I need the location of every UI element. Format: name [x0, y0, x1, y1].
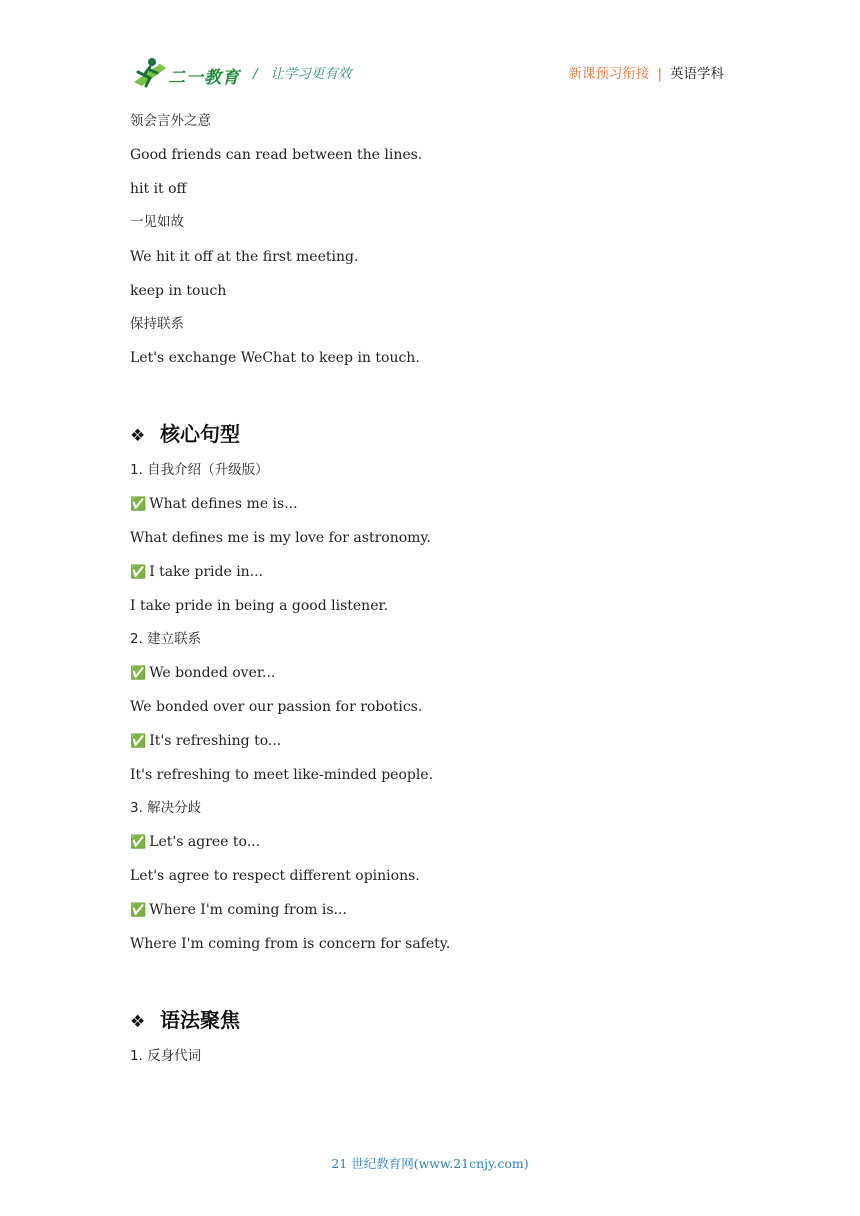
text-line: We hit it off at the first meeting.: [130, 249, 359, 265]
logo-text: 二一教育: [168, 68, 240, 88]
subheading: 1. 自我介绍（升级版）: [130, 462, 269, 478]
diamond-bullet-icon: ❖: [130, 1012, 146, 1032]
section-title: 核心句型: [160, 422, 240, 446]
header-separator: |: [657, 66, 662, 82]
subheading: 1. 反身代词: [130, 1048, 202, 1064]
section-heading-grammar: [130, 1004, 240, 1033]
page-footer: 21 世纪教育网(www.21cnjy.com): [331, 1156, 529, 1171]
header-right: [568, 62, 724, 82]
example-line: Let's agree to respect different opinions.: [130, 868, 420, 884]
text-line: 保持联系: [130, 316, 184, 332]
example-line: What defines me is my love for astronomy.: [130, 530, 431, 546]
pattern-line: ✅ What defines me is...: [130, 496, 298, 512]
check-icon: ✅: [130, 666, 147, 681]
pattern-line: ✅ It's refreshing to...: [130, 733, 282, 749]
pattern-line: ✅ Let's agree to...: [130, 834, 261, 850]
check-icon: ✅: [130, 734, 147, 749]
text-line: hit it off: [130, 181, 187, 197]
example-line: We bonded over our passion for robotics.: [130, 699, 423, 715]
slogan: [253, 62, 351, 82]
check-icon: ✅: [130, 497, 147, 512]
section-title: 语法聚焦: [160, 1008, 240, 1032]
text-line: Good friends can read between the lines.: [130, 147, 423, 163]
subheading: 3. 解决分歧: [130, 800, 202, 816]
text-line: Let's exchange WeChat to keep in touch.: [130, 350, 420, 366]
text-line: 领会言外之意: [130, 113, 211, 129]
diamond-bullet-icon: ❖: [130, 426, 146, 446]
text-line: keep in touch: [130, 283, 227, 299]
subheading: 2. 建立联系: [130, 631, 202, 647]
pattern-line: ✅ Where I'm coming from is...: [130, 902, 347, 918]
slogan-separator: /: [253, 66, 258, 82]
pattern-line: ✅ I take pride in...: [130, 564, 264, 580]
example-line: It's refreshing to meet like-minded people.: [130, 767, 434, 783]
runner-logo-icon: [130, 56, 170, 90]
check-icon: ✅: [130, 903, 147, 918]
logo: [130, 56, 242, 90]
example-line: I take pride in being a good listener.: [130, 598, 389, 614]
page-header: [130, 56, 724, 90]
slogan-text: 让学习更有效: [270, 66, 352, 82]
text-line: 一见如故: [130, 214, 184, 230]
section-heading-core: [130, 418, 240, 447]
pattern-line: ✅ We bonded over...: [130, 665, 276, 681]
check-icon: ✅: [130, 565, 147, 580]
check-icon: ✅: [130, 835, 147, 850]
subject-label: 英语学科: [670, 66, 724, 82]
example-line: Where I'm coming from is concern for safety.: [130, 936, 451, 952]
course-label: 新课预习衔接: [568, 66, 650, 82]
